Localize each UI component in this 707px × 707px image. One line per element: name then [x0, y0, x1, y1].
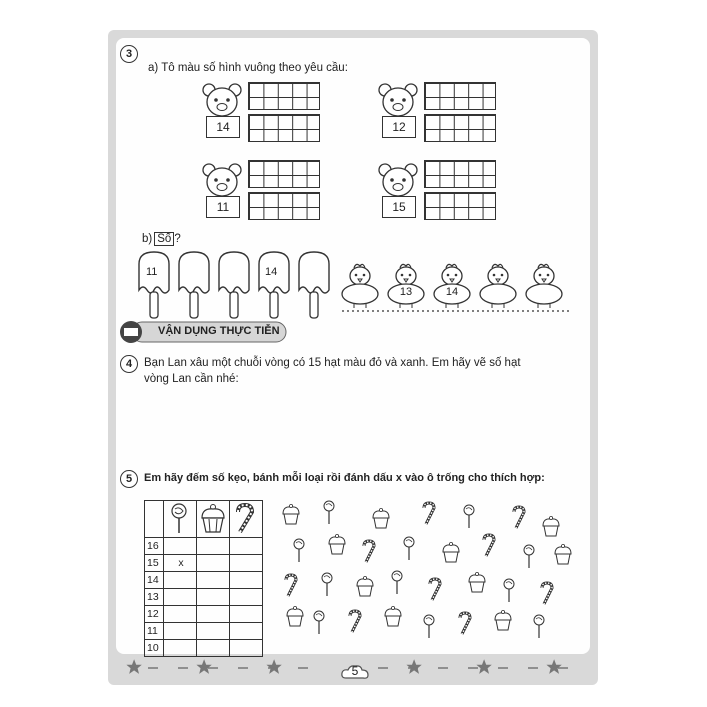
cupcake-icon	[283, 504, 299, 524]
lollipop-icon	[324, 501, 334, 524]
candy-cane-icon	[232, 502, 258, 534]
table-corner-cell	[145, 501, 164, 538]
lollipop-icon	[504, 579, 514, 602]
exercise-4-line-2: vòng Lan cần nhé:	[144, 373, 239, 385]
tally-cell[interactable]	[230, 538, 263, 555]
part-b-prefix: b)	[142, 233, 153, 245]
ten-frame[interactable]	[248, 82, 320, 110]
chick-label: 13	[399, 286, 413, 298]
tally-cell[interactable]	[230, 572, 263, 589]
popsicle-icon	[297, 250, 331, 320]
tally-cell[interactable]	[164, 623, 197, 640]
tally-cell[interactable]	[230, 606, 263, 623]
row-number: 16	[145, 538, 164, 555]
exercise-5-instruction: Em hãy đếm số kẹo, bánh mỗi loại rồi đánh dấu x vào ô trống cho thích hợp:	[144, 472, 545, 484]
table-row	[145, 572, 263, 589]
ten-frame[interactable]	[424, 192, 496, 220]
exercise-5-number: 5	[120, 470, 138, 488]
candy-cane-icon	[484, 535, 494, 556]
tally-cell[interactable]	[164, 572, 197, 589]
ten-frame[interactable]	[424, 114, 496, 142]
chick-icon	[430, 262, 474, 308]
table-row	[145, 555, 263, 572]
cupcake-icon	[555, 544, 571, 564]
tally-table	[144, 500, 263, 657]
bear-card: 15	[382, 196, 416, 218]
tally-cell[interactable]	[230, 555, 263, 572]
row-number: 14	[145, 572, 164, 589]
candy-cane-icon	[350, 611, 360, 632]
tally-cell[interactable]	[164, 640, 197, 657]
exercise-3-number: 3	[120, 45, 138, 63]
tally-cell[interactable]	[197, 538, 230, 555]
popsicle-label: 11	[146, 266, 158, 278]
tally-cell[interactable]	[164, 606, 197, 623]
lollipop-icon	[524, 545, 534, 568]
tally-cell[interactable]	[164, 538, 197, 555]
row-number: 12	[145, 606, 164, 623]
lollipop-icon	[404, 537, 414, 560]
popsicle-icon	[137, 250, 171, 320]
cupcake-icon	[357, 576, 373, 596]
lollipop-icon	[166, 502, 192, 534]
tally-cell[interactable]	[164, 589, 197, 606]
lollipop-icon	[464, 505, 474, 528]
lollipop-icon	[314, 611, 324, 634]
sweets-illustration	[272, 494, 572, 644]
table-header-row	[145, 501, 263, 538]
candy-cane-icon	[286, 575, 296, 596]
ground-line	[342, 308, 572, 314]
part-b-suffix: ?	[174, 233, 181, 245]
candy-cane-icon	[430, 579, 440, 600]
cupcake-icon	[199, 502, 227, 534]
cupcake-icon	[543, 516, 559, 536]
tally-cell[interactable]	[197, 640, 230, 657]
exercise-3a-instruction: a) Tô màu số hình vuông theo yêu cầu:	[148, 62, 348, 74]
page-number: 5	[351, 664, 359, 678]
chick-label: 14	[445, 286, 459, 298]
lollipop-column-header	[164, 501, 197, 538]
chick-icon	[476, 262, 520, 308]
tally-cell[interactable]	[197, 589, 230, 606]
table-row	[145, 538, 263, 555]
tally-cell[interactable]	[197, 555, 230, 572]
lollipop-icon	[294, 539, 304, 562]
popsicle-label: 14	[265, 266, 278, 278]
chick-icon	[384, 262, 428, 308]
cupcake-icon	[329, 534, 345, 554]
candy-cane-icon	[364, 541, 374, 562]
cupcake-icon	[385, 606, 401, 626]
ten-frame[interactable]	[424, 82, 496, 110]
popsicle-icon	[217, 250, 251, 320]
table-row	[145, 589, 263, 606]
cupcake-icon	[373, 508, 389, 528]
table-row	[145, 623, 263, 640]
ten-frame[interactable]	[248, 192, 320, 220]
exercise-4-number: 4	[120, 355, 138, 373]
popsicle-icon	[177, 250, 211, 320]
bear-card: 11	[206, 196, 240, 218]
candy-cane-column-header	[230, 501, 263, 538]
candy-cane-icon	[542, 583, 552, 604]
section-title: VẬN DỤNG THỰC TIỄN	[158, 325, 280, 337]
lollipop-icon	[534, 615, 544, 638]
cupcake-icon	[287, 606, 303, 626]
cupcake-icon	[443, 542, 459, 562]
tally-cell[interactable]	[230, 640, 263, 657]
so-box: Số	[154, 232, 174, 246]
lollipop-icon	[392, 571, 402, 594]
candy-cane-icon	[424, 503, 434, 524]
exercise-3b-instruction	[142, 232, 181, 246]
ten-frame[interactable]	[424, 160, 496, 188]
chick-icon	[522, 262, 566, 308]
lollipop-icon	[322, 573, 332, 596]
ten-frame[interactable]	[248, 160, 320, 188]
bear-card: 12	[382, 116, 416, 138]
popsicle-icon	[257, 250, 291, 320]
exercise-4-line-1: Bạn Lan xâu một chuỗi vòng có 15 hạt màu đỏ và xanh. Em hãy vẽ số hạt	[144, 357, 521, 369]
table-row	[145, 640, 263, 657]
candy-cane-icon	[514, 507, 524, 528]
tally-cell[interactable]	[230, 623, 263, 640]
tally-cell[interactable]	[197, 606, 230, 623]
cupcake-icon	[495, 610, 511, 630]
lollipop-icon	[424, 615, 434, 638]
cupcake-column-header	[197, 501, 230, 538]
cupcake-icon	[469, 572, 485, 592]
bear-card: 14	[206, 116, 240, 138]
ten-frame[interactable]	[248, 114, 320, 142]
candy-cane-icon	[460, 613, 470, 634]
tally-cell[interactable]	[197, 572, 230, 589]
table-row	[145, 606, 263, 623]
row-number: 15	[145, 555, 164, 572]
row-number: 10	[145, 640, 164, 657]
tally-cell[interactable]	[230, 589, 263, 606]
tally-cell[interactable]: x	[164, 555, 197, 572]
row-number: 13	[145, 589, 164, 606]
chick-icon	[338, 262, 382, 308]
row-number: 11	[145, 623, 164, 640]
tally-cell[interactable]	[197, 623, 230, 640]
drawing-area[interactable]	[144, 392, 574, 462]
